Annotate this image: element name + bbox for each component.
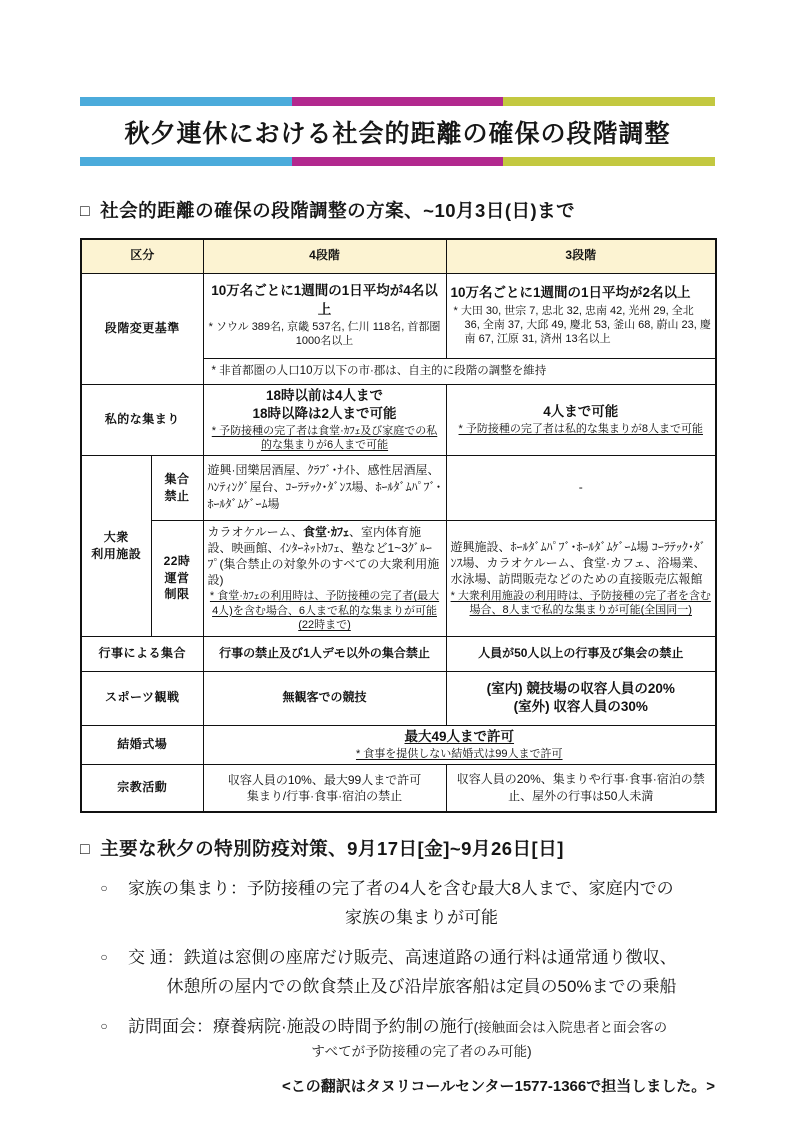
bar-segment-magenta [292,157,504,166]
circle-bullet-icon: ○ [100,881,108,896]
private-stage4-note: * 予防接種の完了者は食堂·ｶﾌｪ及び家庭での私的な集まりが6人まで可能 [211,424,438,452]
public-facility-label-line2: 利用施設 [91,546,142,561]
visits-line1 [128,1013,715,1042]
visits-line2: すべてが予防接種の完了者のみ可能) [311,1044,532,1060]
religion-stage3-text: 収容人員の20%、集まりや行事·食事·宿泊の禁止、屋外の行事は50人未満 [456,771,705,803]
visits-line1-small: (接触面会は入院患者と面会客の [473,1019,668,1035]
private-stage3-cell [446,384,716,455]
table-header-row [81,239,716,273]
religion-stage3-cell [446,764,716,812]
gathering-ban-stage3-cell [446,455,716,520]
stage-change-stage4-cell [203,273,446,358]
stage3-criteria: 10万名ごとに1週間の1日平均が2名以上 [450,285,691,301]
sports-stage4-cell: 無観客での競技 [203,671,446,725]
square-bullet-icon: □ [80,203,91,220]
religion-stage4-cell [203,764,446,812]
region-note-cell [203,358,716,384]
bar-segment-blue [80,97,292,106]
private-gathering-row [81,384,716,455]
stage4-criteria-note: * ソウル 389名, 京畿 537名, 仁川 118名, 首都圏 1000名以上 [208,320,441,348]
religion-row [81,764,716,812]
sports-row [81,671,716,725]
curfew-stage4-bold: 食堂·ｶﾌｪ [303,524,350,539]
circle-bullet-icon: ○ [100,1018,108,1033]
curfew-stage4-note: * 食堂·ｶﾌｪの利用時は、予防接種の完了者(最大4人)を含む場合、6人まで私的な集まりが可能(22時まで) [209,590,440,632]
private-stage3-note: * 予防接種の完了者は私的な集まりが8人まで可能 [458,422,703,435]
family-gathering-text [128,875,715,933]
translation-credit: <この翻訳はタヌリコールセンター1577-1366で担当しました。> [281,1078,715,1096]
private-stage4-line2: 18時以降は2人まで可能 [252,405,397,421]
curfew-stage4-text-1: カラオケルーム、 [207,524,304,539]
public-facility-label-line1: 大衆 [103,529,129,544]
event-gathering-row [81,636,716,671]
wedding-cell [203,725,716,764]
gathering-ban-stage4-text: 遊興·団樂居酒屋、ｸﾗﾌﾞ･ﾅｲﾄ、感性居酒屋、ﾊﾝﾃｨﾝｸﾞ屋台、ｺｰﾗﾃｯｸ･ﾀﾞﾝｽ場、ﾎｰﾙﾀﾞﾑﾊﾟﾌﾞ･ﾎｰﾙﾀﾞﾑｹﾞｰﾑ場 [207,463,442,511]
stage-change-label: 段階変更基準 [81,273,203,384]
title-bar-bottom [80,157,715,166]
measures-list [80,875,715,1064]
square-bullet-icon: □ [80,841,91,859]
family-line1: 家族の集まり：予防接種の完了者の4人を含む最大8人まで、家庭内での [128,879,674,899]
curfew-stage4-cell [203,520,446,636]
sports-label: スポーツ観戦 [81,671,203,725]
private-stage4-cell [203,384,446,455]
sports-stage3-line1: (室内) 競技場の収容人員の20% [486,680,675,696]
bar-segment-olive [503,157,715,166]
curfew-row [81,520,716,636]
list-item-transport [80,944,715,1002]
measures-section-heading [80,835,715,861]
wedding-note: * 食事を提供しない結婚式は99人まで許可 [355,747,563,760]
stage4-criteria: 10万名ごとに1週間の1日平均が4名以上 [211,283,438,317]
curfew-stage3-cell [446,520,716,636]
document-title: 秋夕連休における社会的距離の確保の段階調整 [124,120,671,148]
gathering-ban-stage3-text: - [578,480,583,495]
plan-heading-text: 社会的距離の確保の段階調整の方案、~10月3日(日)まで [100,200,576,221]
curfew-label-line1: 22時 [163,553,191,568]
list-item-family [80,875,715,933]
religion-label: 宗教活動 [81,764,203,812]
religion-stage4-line1: 収容人員の10%、最大99人まで許可 [227,772,422,787]
bar-segment-olive [503,97,715,106]
private-stage3-main: 4人まで可能 [543,403,619,419]
gathering-ban-label [151,455,203,520]
curfew-label-line3: 制限 [164,587,190,602]
religion-stage4-line2: 集まり/行事·食事·宿泊の禁止 [246,788,403,803]
event-stage3-cell: 人員が50人以上の行事及び集会の禁止 [446,636,716,671]
circle-bullet-icon: ○ [100,949,108,964]
private-stage4-line1: 18時以前は4人まで [266,387,384,403]
bar-segment-blue [80,157,292,166]
title-bar-top [80,97,715,106]
transport-line2: 休憩所の屋内での飲食禁止及び沿岸旅客船は定員の50%までの乗船 [166,976,677,996]
header-stage3: 3段階 [446,239,716,273]
public-facility-label [81,455,151,636]
transport-line1: 交 通：鉄道は窓側の座席だけ販売、高速道路の通行料は通常通り徴収、 [128,947,677,967]
event-stage4-cell: 行事の禁止及び1人デモ以外の集合禁止 [203,636,446,671]
distancing-table [80,238,717,813]
curfew-stage4-text-2: 、室内体育施設、映画館、ｲﾝﾀｰﾈｯﾄｶﾌｪ、塾など1~3ｸﾞﾙｰﾌﾟ(集合禁止の対象外のすべての大衆利用施設) [207,524,440,588]
wedding-row [81,725,716,764]
plan-section-heading [80,197,715,223]
curfew-stage3-text: 遊興施設、ﾎｰﾙﾀﾞﾑﾊﾟﾌﾞ･ﾎｰﾙﾀﾞﾑｹﾞｰﾑ場 ｺｰﾗﾃｯｸ･ﾀﾞﾝｽ場、カラオケルーム、食堂·カフェ、浴場業、水泳場、訪問販売などのための直接販売広報館 [450,539,706,587]
measures-heading-text: 主要な秋夕の特別防疫対策、9月17日[金]~9月26日[日] [100,838,564,860]
bar-segment-magenta [292,97,504,106]
stage3-criteria-note: * 大田 30, 世宗 7, 忠北 32, 忠南 42, 光州 29, 全北 36, 全南 37, 大邱 49, 慶北 53, 釜山 68, 蔚山 23, 慶南 67, 江原 31, 済州 13名以上 [453,304,711,346]
gathering-ban-label-line1: 集合 [164,471,190,486]
curfew-label-line2: 運営 [164,570,190,585]
gathering-ban-label-line2: 禁止 [164,488,190,503]
curfew-stage3-note: * 大衆利用施設の利用時は、予防接種の完了者を含む場合、8人まで私的な集まりが可能(全国同一) [450,589,711,616]
list-item-visits [80,1013,715,1065]
visits-text [128,1013,715,1065]
wedding-main: 最大49人まで許可 [404,728,515,744]
visits-line1-main: 訪問面会：療養病院·施設の時間予約制の施行 [128,1016,474,1036]
curfew-label [151,520,203,636]
private-gathering-label: 私的な集まり [81,384,203,455]
header-stage4: 4段階 [203,239,446,273]
stage-change-row [81,273,716,358]
sports-stage3-cell [446,671,716,725]
wedding-label: 結婚式場 [81,725,203,764]
family-line2: 家族の集まりが可能 [345,907,498,927]
page-content [80,97,715,1096]
sports-stage3-line2: (室外) 収容人員の30% [513,699,648,715]
transport-text [128,944,715,1002]
event-gathering-label: 行事による集合 [81,636,203,671]
stage-change-stage3-cell [446,273,716,358]
region-note-text: * 非首都圏の人口10万以下の市·郡は、自主的に段階の調整を維持 [211,364,547,377]
gathering-ban-stage4-cell [203,455,446,520]
gathering-ban-row [81,455,716,520]
header-category: 区分 [81,239,203,273]
